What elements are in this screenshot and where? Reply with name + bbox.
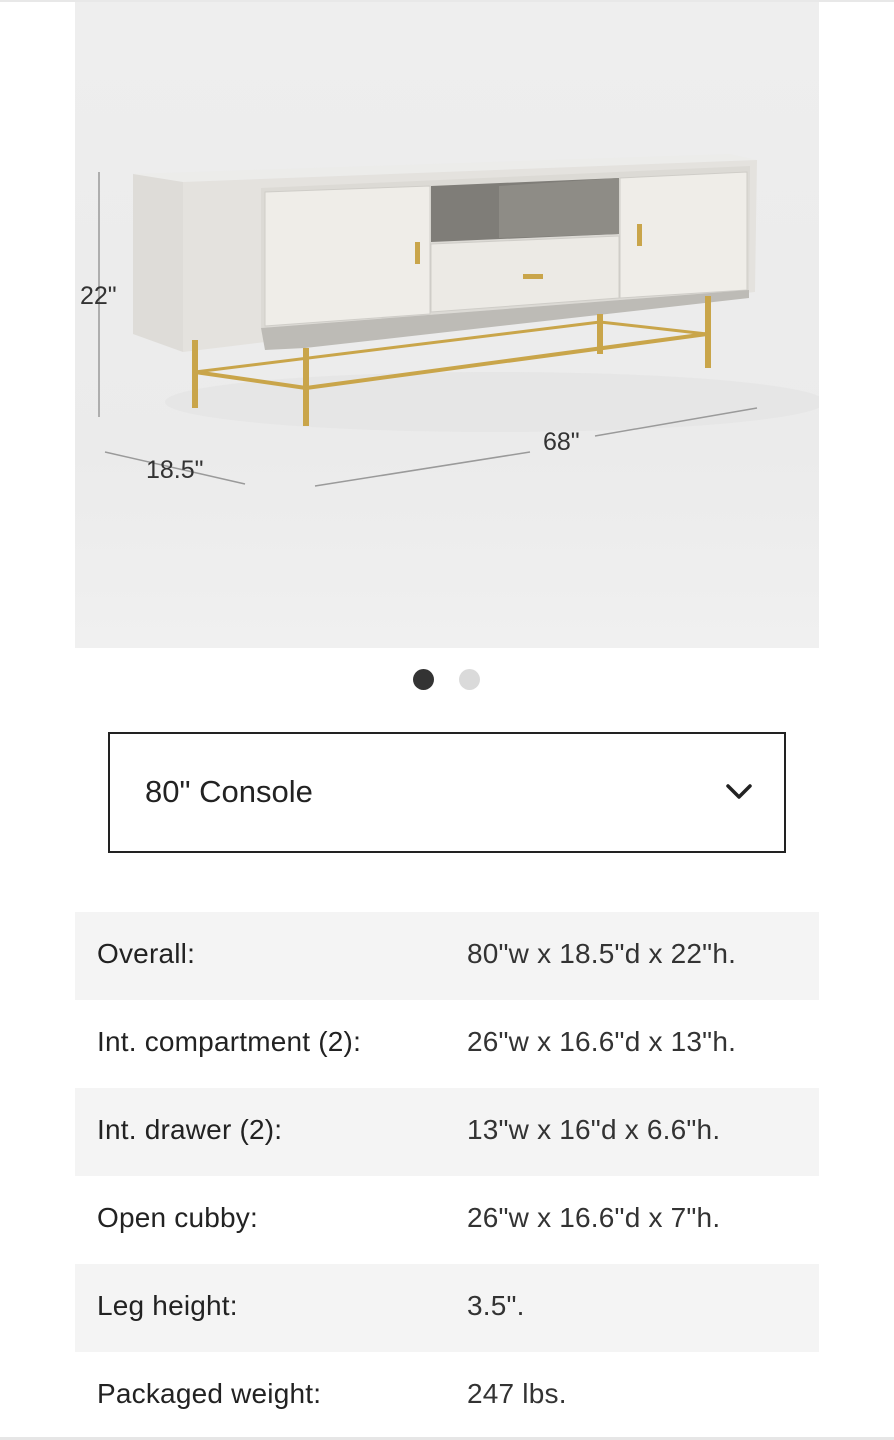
spec-row-leg-height <box>75 1264 819 1352</box>
spec-row-cubby <box>75 1176 819 1264</box>
spec-row-overall <box>75 912 819 1000</box>
spec-label: Leg height: <box>97 1290 238 1321</box>
spec-label: Overall: <box>97 938 196 969</box>
chevron-down-icon <box>724 781 754 803</box>
console-illustration <box>75 2 819 648</box>
size-select[interactable] <box>108 732 786 853</box>
spec-value: 26"w x 16.6"d x 13"h. <box>467 1026 737 1057</box>
product-image[interactable] <box>75 2 819 648</box>
width-dimension-label: 68" <box>543 428 580 456</box>
spec-value: 3.5". <box>467 1290 525 1321</box>
spec-row-weight <box>75 1352 819 1440</box>
carousel-dot-1[interactable] <box>413 669 434 690</box>
dimensions-table <box>75 912 819 1440</box>
spec-value: 80"w x 18.5"d x 22"h. <box>467 938 737 969</box>
spec-label: Open cubby: <box>97 1202 258 1233</box>
carousel-dot-2[interactable] <box>459 669 480 690</box>
spec-label: Int. compartment (2): <box>97 1026 362 1057</box>
spec-value: 26"w x 16.6"d x 7"h. <box>467 1202 721 1233</box>
height-dimension-label: 22" <box>80 282 117 310</box>
size-select-value: 80" Console <box>145 774 313 809</box>
spec-row-compartment <box>75 1000 819 1088</box>
spec-label: Int. drawer (2): <box>97 1114 283 1145</box>
carousel-dots <box>0 669 894 691</box>
spec-row-drawer <box>75 1088 819 1176</box>
spec-label: Packaged weight: <box>97 1378 322 1409</box>
spec-value: 247 lbs. <box>467 1378 567 1409</box>
depth-dimension-label: 18.5" <box>146 456 204 484</box>
spec-value: 13"w x 16"d x 6.6"h. <box>467 1114 721 1145</box>
